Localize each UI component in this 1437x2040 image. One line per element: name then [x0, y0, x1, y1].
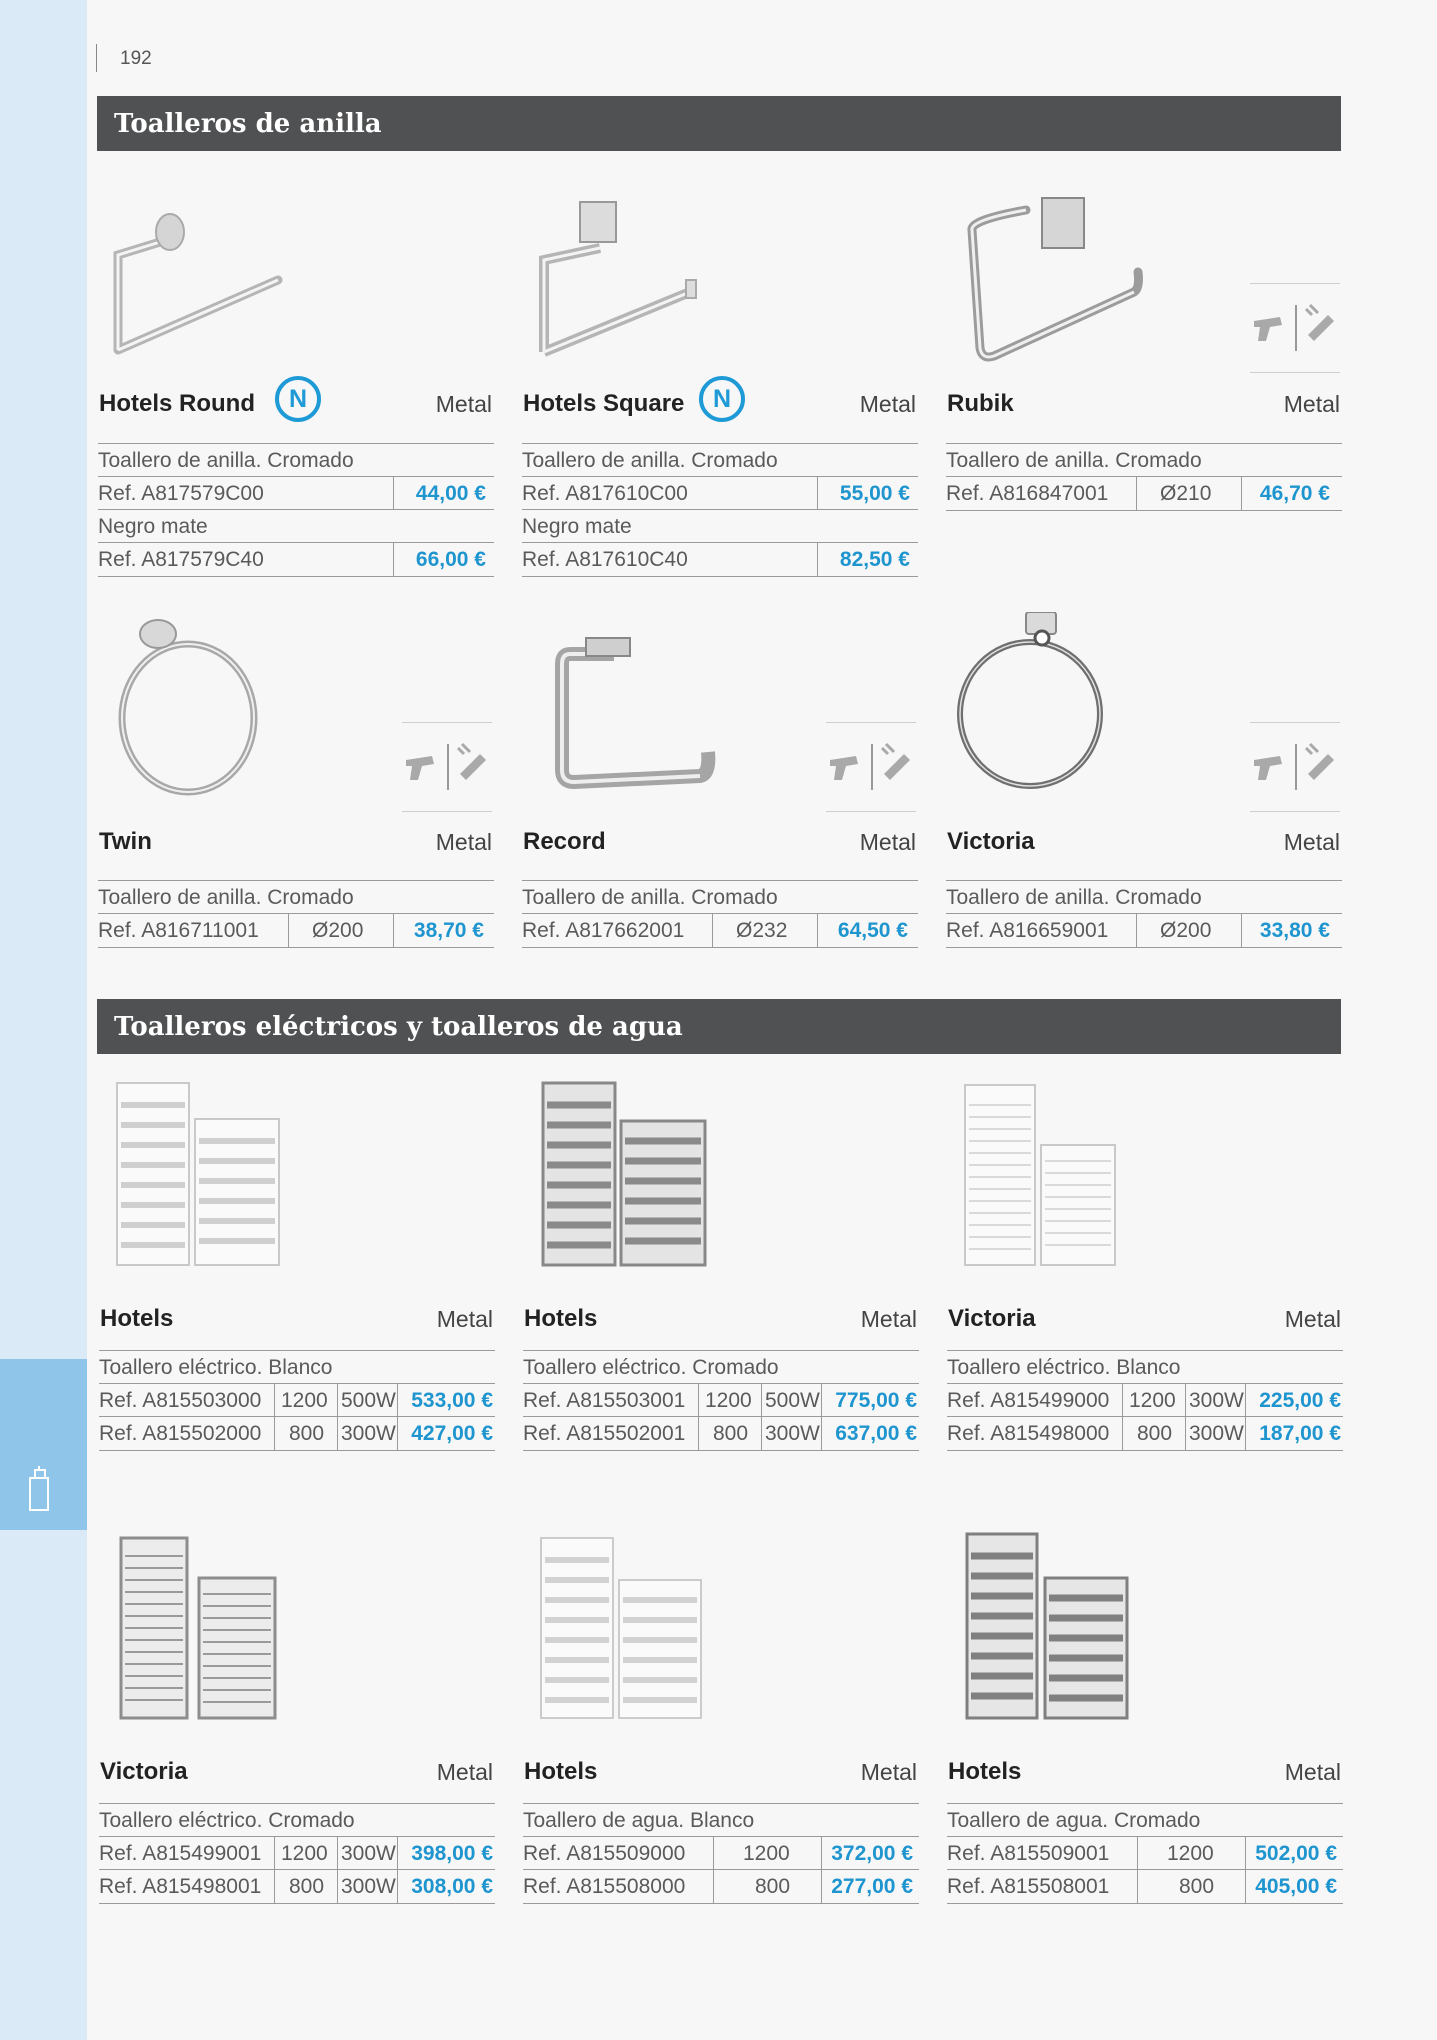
- product-header: [523, 1760, 919, 1790]
- product-header: [98, 830, 494, 860]
- table-divider: [397, 1837, 398, 1870]
- sidebar: [0, 0, 87, 2040]
- product-description: Toallero de anilla. Cromado: [522, 449, 778, 472]
- table-row: [99, 1383, 495, 1417]
- product-ref: Ref. A815498000: [947, 1422, 1110, 1445]
- table-row: [98, 509, 494, 543]
- table-divider: [698, 1384, 699, 1417]
- table-divider: [1245, 1384, 1246, 1417]
- table-divider: [817, 543, 818, 576]
- product-name: Record: [523, 828, 606, 855]
- product-header: [947, 1760, 1343, 1790]
- install-options: [826, 722, 916, 812]
- table-divider: [1185, 1417, 1186, 1450]
- product-ref: Ref. A816659001: [946, 919, 1109, 942]
- product-description: Toallero eléctrico. Cromado: [99, 1809, 355, 1832]
- table-row: [523, 1803, 919, 1837]
- table-row: [523, 1383, 919, 1417]
- table-divider: [393, 477, 394, 510]
- table-divider: [817, 914, 818, 947]
- page-number: 192: [120, 48, 152, 69]
- table-row: [522, 476, 918, 510]
- table-divider: [337, 1870, 338, 1903]
- product-description: Toallero de anilla. Cromado: [98, 886, 354, 909]
- product-header: [523, 1307, 919, 1337]
- table-divider: [337, 1837, 338, 1870]
- product-header: [946, 830, 1342, 860]
- product-header: [99, 1307, 495, 1337]
- table-divider: [274, 1417, 275, 1450]
- table-row: [947, 1803, 1343, 1837]
- table-divider: [1137, 1870, 1138, 1903]
- product-name: Hotels Square: [523, 390, 685, 417]
- table-divider: [698, 1417, 699, 1450]
- product-price: 372,00 €: [831, 1842, 913, 1865]
- table-row: [522, 880, 918, 914]
- table-divider: [1245, 1837, 1246, 1870]
- table-divider: [337, 1417, 338, 1450]
- product-name: Rubik: [947, 390, 1014, 417]
- product-price: 502,00 €: [1255, 1842, 1337, 1865]
- product-header: [946, 392, 1342, 422]
- product-height: 800: [289, 1422, 325, 1445]
- product-material: Metal: [436, 1306, 493, 1332]
- product-dimension: Ø200: [312, 919, 364, 942]
- product-height: 800: [755, 1875, 791, 1898]
- table-divider: [274, 1384, 275, 1417]
- table-row: [946, 880, 1342, 914]
- table-divider: [821, 1384, 822, 1417]
- product-ref: Ref. A815502001: [523, 1422, 686, 1445]
- product-material: Metal: [435, 391, 492, 417]
- product-ref: Ref. A815499000: [947, 1389, 1110, 1412]
- product-image: [947, 1528, 1343, 1728]
- table-divider: [288, 914, 289, 947]
- product-price: 637,00 €: [835, 1422, 917, 1445]
- table-divider: [393, 914, 394, 947]
- product-price: 405,00 €: [1255, 1875, 1337, 1898]
- table-divider: [821, 1837, 822, 1870]
- table-row: [523, 1416, 919, 1451]
- product-material: Metal: [859, 829, 916, 855]
- product-height: 1200: [705, 1389, 752, 1412]
- product-ref: Ref. A815509000: [523, 1842, 686, 1865]
- table-divider: [761, 1417, 762, 1450]
- product-ref: Ref. A815499001: [99, 1842, 262, 1865]
- table-row: [947, 1416, 1343, 1451]
- table-divider: [713, 1837, 714, 1870]
- product-power: 300W: [1189, 1422, 1244, 1445]
- product-name: Victoria: [947, 828, 1035, 855]
- product-ref: Ref. A815508001: [947, 1875, 1110, 1898]
- product-image: [98, 180, 494, 380]
- product-price: 398,00 €: [411, 1842, 493, 1865]
- table-divider: [821, 1417, 822, 1450]
- product-height: 800: [713, 1422, 749, 1445]
- table-row: [522, 913, 918, 948]
- product-price: 46,70 €: [1259, 482, 1330, 505]
- product-price: 225,00 €: [1259, 1389, 1341, 1412]
- table-row: [523, 1836, 919, 1870]
- product-price: 64,50 €: [837, 919, 908, 942]
- table-divider: [713, 1870, 714, 1903]
- product-ref: Ref. A817579C40: [98, 548, 264, 571]
- drill-and-adhesive-icon: [1250, 283, 1340, 373]
- product-price: 44,00 €: [415, 482, 486, 505]
- product-description: Toallero de anilla. Cromado: [946, 886, 1202, 909]
- table-row: [98, 880, 494, 914]
- product-ref: Ref. A817579C00: [98, 482, 264, 505]
- table-divider: [817, 477, 818, 510]
- product-description: Toallero de agua. Blanco: [523, 1809, 755, 1832]
- product-price: 38,70 €: [413, 919, 484, 942]
- product-power: 500W: [341, 1389, 396, 1412]
- product-ref: Ref. A815508000: [523, 1875, 686, 1898]
- product-material: Metal: [435, 829, 492, 855]
- product-dimension: Ø232: [736, 919, 788, 942]
- table-row: [946, 476, 1342, 511]
- product-ref: Ref. A816711001: [98, 919, 259, 942]
- product-header: [522, 385, 918, 422]
- product-height: 1200: [743, 1842, 790, 1865]
- product-price: 533,00 €: [411, 1389, 493, 1412]
- product-material: Metal: [860, 1306, 917, 1332]
- product-material: Metal: [1284, 1759, 1341, 1785]
- table-row: [522, 509, 918, 543]
- product-price: 277,00 €: [831, 1875, 913, 1898]
- table-divider: [1241, 914, 1242, 947]
- product-finish: Negro mate: [522, 515, 632, 538]
- product-power: 500W: [765, 1389, 820, 1412]
- product-power: 300W: [765, 1422, 820, 1445]
- product-name: Hotels: [524, 1758, 598, 1785]
- new-badge: N: [275, 376, 321, 422]
- table-row: [99, 1836, 495, 1870]
- product-description: Toallero de anilla. Cromado: [522, 886, 778, 909]
- install-options: [1250, 722, 1340, 812]
- product-finish: Negro mate: [98, 515, 208, 538]
- product-height: 1200: [281, 1389, 328, 1412]
- product-header: [947, 1307, 1343, 1337]
- product-power: 300W: [341, 1842, 396, 1865]
- table-row: [947, 1869, 1343, 1904]
- new-badge: N: [699, 376, 745, 422]
- product-header: [99, 1760, 495, 1790]
- product-material: Metal: [860, 1759, 917, 1785]
- page-divider: [96, 44, 97, 72]
- table-row: [522, 542, 918, 577]
- table-divider: [1245, 1417, 1246, 1450]
- section-title-electric: Toalleros eléctricos y toalleros de agua: [97, 999, 1341, 1054]
- table-row: [99, 1869, 495, 1904]
- product-ref: Ref. A815502000: [99, 1422, 262, 1445]
- table-row: [522, 443, 918, 477]
- product-ref: Ref. A816847001: [946, 482, 1109, 505]
- table-divider: [397, 1384, 398, 1417]
- product-power: 300W: [341, 1422, 396, 1445]
- product-description: Toallero de agua. Cromado: [947, 1809, 1201, 1832]
- product-price: 308,00 €: [411, 1875, 493, 1898]
- product-description: Toallero eléctrico. Blanco: [99, 1356, 333, 1379]
- product-ref: Ref. A817610C40: [522, 548, 688, 571]
- product-image: [947, 1075, 1343, 1275]
- install-options: [1250, 283, 1340, 373]
- table-divider: [821, 1870, 822, 1903]
- product-ref: Ref. A817662001: [522, 919, 685, 942]
- product-name: Victoria: [948, 1305, 1036, 1332]
- product-ref: Ref. A815498001: [99, 1875, 262, 1898]
- product-material: Metal: [1284, 1306, 1341, 1332]
- table-row: [946, 443, 1342, 477]
- product-image: [99, 1528, 495, 1728]
- product-description: Toallero eléctrico. Cromado: [523, 1356, 779, 1379]
- product-header: [522, 830, 918, 860]
- table-row: [947, 1836, 1343, 1870]
- product-height: 800: [1137, 1422, 1173, 1445]
- table-row: [947, 1350, 1343, 1384]
- table-row: [99, 1803, 495, 1837]
- table-row: [99, 1416, 495, 1451]
- product-description: Toallero de anilla. Cromado: [98, 449, 354, 472]
- table-divider: [397, 1870, 398, 1903]
- product-description: Toallero eléctrico. Blanco: [947, 1356, 1181, 1379]
- product-header: [98, 385, 494, 422]
- product-image: [523, 1075, 919, 1275]
- table-row: [99, 1350, 495, 1384]
- drill-and-adhesive-icon: [402, 722, 492, 812]
- product-price: 775,00 €: [835, 1389, 917, 1412]
- drill-and-adhesive-icon: [826, 722, 916, 812]
- product-name: Hotels Round: [99, 390, 255, 417]
- product-height: 800: [289, 1875, 325, 1898]
- drill-and-adhesive-icon: [1250, 722, 1340, 812]
- product-power: 300W: [341, 1875, 396, 1898]
- product-ref: Ref. A817610C00: [522, 482, 688, 505]
- table-divider: [1136, 477, 1137, 510]
- product-dimension: Ø210: [1160, 482, 1212, 505]
- table-divider: [1122, 1384, 1123, 1417]
- table-row: [523, 1869, 919, 1904]
- product-name: Twin: [99, 828, 152, 855]
- product-material: Metal: [1283, 391, 1340, 417]
- product-image: [522, 180, 918, 380]
- table-divider: [274, 1837, 275, 1870]
- product-height: 1200: [281, 1842, 328, 1865]
- table-divider: [1122, 1417, 1123, 1450]
- product-image: [523, 1528, 919, 1728]
- product-price: 33,80 €: [1259, 919, 1330, 942]
- table-divider: [393, 543, 394, 576]
- product-name: Hotels: [100, 1305, 174, 1332]
- product-material: Metal: [1283, 829, 1340, 855]
- table-divider: [274, 1870, 275, 1903]
- table-row: [523, 1350, 919, 1384]
- bathroom-accessory-icon: [26, 1466, 54, 1514]
- product-name: Hotels: [948, 1758, 1022, 1785]
- product-ref: Ref. A815503000: [99, 1389, 262, 1412]
- product-description: Toallero de anilla. Cromado: [946, 449, 1202, 472]
- sidebar-category-tab[interactable]: [0, 1359, 87, 1530]
- table-row: [98, 476, 494, 510]
- product-height: 1200: [1167, 1842, 1214, 1865]
- product-price: 66,00 €: [415, 548, 486, 571]
- table-divider: [1136, 914, 1137, 947]
- table-row: [98, 913, 494, 948]
- product-name: Victoria: [100, 1758, 188, 1785]
- table-row: [98, 443, 494, 477]
- product-height: 800: [1179, 1875, 1215, 1898]
- table-divider: [761, 1384, 762, 1417]
- product-name: Hotels: [524, 1305, 598, 1332]
- product-price: 55,00 €: [839, 482, 910, 505]
- product-material: Metal: [436, 1759, 493, 1785]
- table-row: [947, 1383, 1343, 1417]
- table-row: [946, 913, 1342, 948]
- product-dimension: Ø200: [1160, 919, 1212, 942]
- product-ref: Ref. A815509001: [947, 1842, 1110, 1865]
- product-price: 187,00 €: [1259, 1422, 1341, 1445]
- product-ref: Ref. A815503001: [523, 1389, 686, 1412]
- table-divider: [1245, 1870, 1246, 1903]
- section-title-rings: Toalleros de anilla: [97, 96, 1341, 151]
- table-divider: [712, 914, 713, 947]
- table-divider: [397, 1417, 398, 1450]
- product-height: 1200: [1129, 1389, 1176, 1412]
- product-material: Metal: [859, 391, 916, 417]
- table-row: [98, 542, 494, 577]
- table-divider: [1137, 1837, 1138, 1870]
- install-options: [402, 722, 492, 812]
- table-divider: [1241, 477, 1242, 510]
- product-image: [99, 1075, 495, 1275]
- product-price: 82,50 €: [839, 548, 910, 571]
- table-divider: [337, 1384, 338, 1417]
- table-divider: [1185, 1384, 1186, 1417]
- product-price: 427,00 €: [411, 1422, 493, 1445]
- product-power: 300W: [1189, 1389, 1244, 1412]
